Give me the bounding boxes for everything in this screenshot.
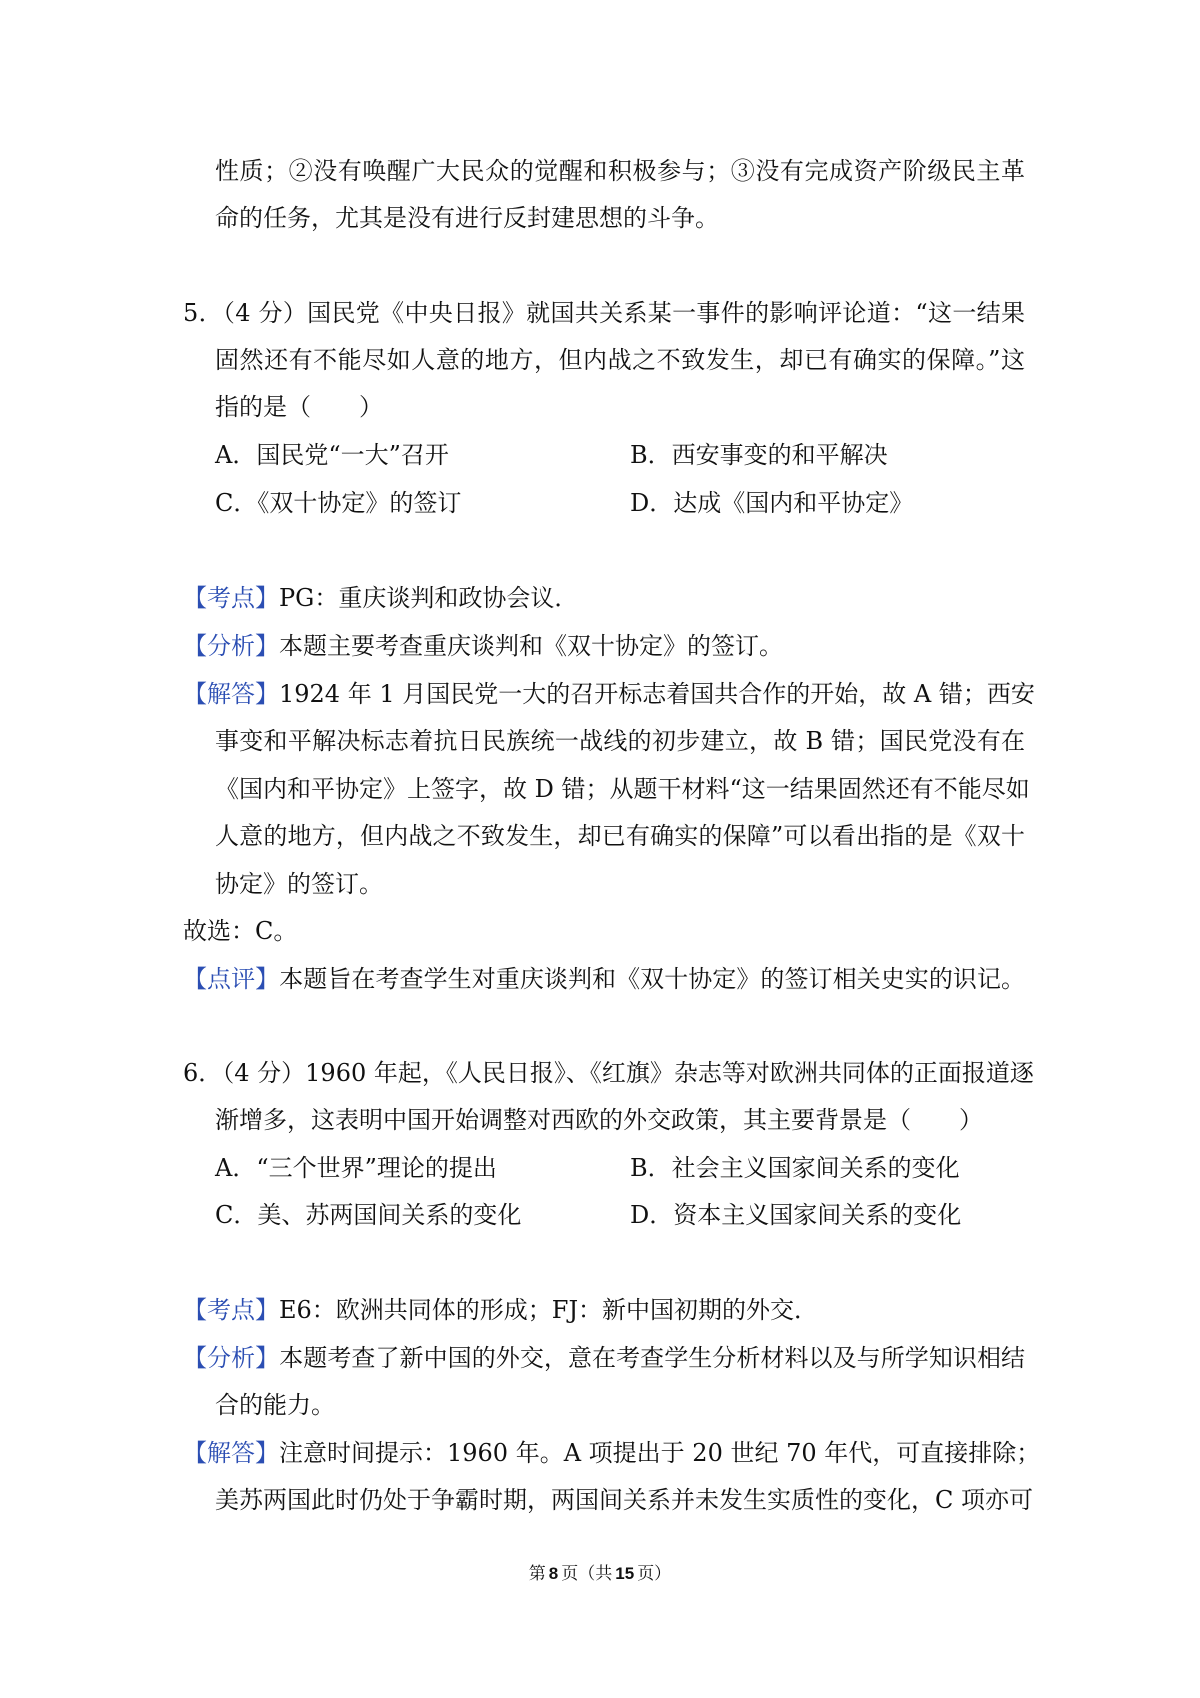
fenxi-text: 本题主要考查重庆谈判和《双十协定》的签订。 bbox=[279, 632, 783, 660]
footer-prefix: 第 bbox=[528, 1564, 546, 1584]
jieda-text-line: 美苏两国此时仍处于争霸时期，两国间关系并未发生实质性的变化，C 项亦可 bbox=[215, 1486, 1033, 1514]
question-5-kaodian bbox=[183, 574, 578, 622]
question-5-option-b: B．西安事变的和平解决 bbox=[630, 441, 888, 469]
fenxi-text: 本题考查了新中国的外交，意在考查学生分析材料以及与所学知识相结 bbox=[279, 1344, 1026, 1372]
fenxi-label: 【分析】 bbox=[183, 1344, 280, 1372]
jieda-label: 【解答】 bbox=[183, 680, 279, 708]
kaodian-label: 【考点】 bbox=[183, 584, 279, 612]
fenxi-text-line: 合的能力。 bbox=[215, 1391, 335, 1419]
jieda-text: 注意时间提示：1960 年。A 项提出于 20 世纪 70 年代，可直接排除； bbox=[279, 1439, 1041, 1467]
question-6-stem-line: 渐增多，这表明中国开始调整对西欧的外交政策，其主要背景是（ ） bbox=[215, 1106, 983, 1134]
question-5-dianping bbox=[183, 955, 1025, 1003]
question-5-answer: 故选：C。 bbox=[183, 917, 298, 945]
kaodian-text: E6：欧洲共同体的形成；FJ：新中国初期的外交． bbox=[279, 1296, 819, 1324]
question-6-stem-line: 6．（4 分）1960 年起，《人民日报》、《红旗》杂志等对欧洲共同体的正面报道逐 bbox=[183, 1059, 1034, 1087]
footer-middle: 页（共 bbox=[561, 1564, 613, 1584]
question-6-option-a: A．“三个世界”理论的提出 bbox=[215, 1154, 497, 1182]
jieda-text-line: 人意的地方，但内战之不致发生，却已有确实的保障”可以看出指的是《双十 bbox=[215, 822, 1025, 850]
question-6-jieda bbox=[183, 1429, 1041, 1477]
question-5-option-c: C．《双十协定》的签订 bbox=[215, 489, 462, 517]
question-5-option-d: D．达成《国内和平协定》 bbox=[630, 489, 914, 517]
jieda-text: 1924 年 1 月国民党一大的召开标志着国共合作的开始，故 A 错；西安 bbox=[279, 680, 1035, 708]
jieda-text-line: 《国内和平协定》上签字，故 D 错；从题干材料“这一结果固然还有不能尽如 bbox=[215, 775, 1030, 803]
kaodian-label: 【考点】 bbox=[183, 1296, 279, 1324]
kaodian-text: PG：重庆谈判和政协会议． bbox=[279, 584, 579, 612]
question-6-option-c: C．美、苏两国间关系的变化 bbox=[215, 1201, 522, 1229]
dianping-text: 本题旨在考查学生对重庆谈判和《双十协定》的签订相关史实的识记。 bbox=[279, 965, 1026, 993]
question-6-kaodian bbox=[183, 1286, 818, 1334]
jieda-label: 【解答】 bbox=[183, 1439, 279, 1467]
footer-suffix: 页） bbox=[637, 1564, 672, 1584]
question-5-stem-line: 5．（4 分）国民党《中央日报》就国共关系某一事件的影响评论道：“这一结果 bbox=[183, 299, 1025, 327]
question-5-option-a: A．国民党“一大”召开 bbox=[215, 441, 449, 469]
question-5-stem-line: 指的是（ ） bbox=[215, 393, 383, 421]
page-footer bbox=[0, 1562, 1200, 1586]
previous-answer-line: 命的任务，尤其是没有进行反封建思想的斗争。 bbox=[215, 204, 719, 232]
previous-answer-line: 性质；②没有唤醒广大民众的觉醒和积极参与；③没有完成资产阶级民主革 bbox=[215, 157, 1025, 185]
jieda-text-line: 协定》的签订。 bbox=[215, 870, 383, 898]
question-5-fenxi bbox=[183, 622, 783, 670]
question-5-stem-line: 固然还有不能尽如人意的地方，但内战之不致发生，却已有确实的保障。”这 bbox=[215, 346, 1025, 374]
total-pages: 15 bbox=[615, 1564, 635, 1583]
jieda-text-line: 事变和平解决标志着抗日民族统一战线的初步建立，故 B 错；国民党没有在 bbox=[215, 727, 1025, 755]
question-6-fenxi bbox=[183, 1334, 1025, 1382]
question-5-jieda bbox=[183, 670, 1035, 718]
fenxi-label: 【分析】 bbox=[183, 632, 279, 660]
question-6-option-d: D．资本主义国家间关系的变化 bbox=[630, 1201, 962, 1229]
page-number: 8 bbox=[548, 1564, 559, 1583]
question-6-option-b: B．社会主义国家间关系的变化 bbox=[630, 1154, 960, 1182]
dianping-label: 【点评】 bbox=[183, 965, 280, 993]
